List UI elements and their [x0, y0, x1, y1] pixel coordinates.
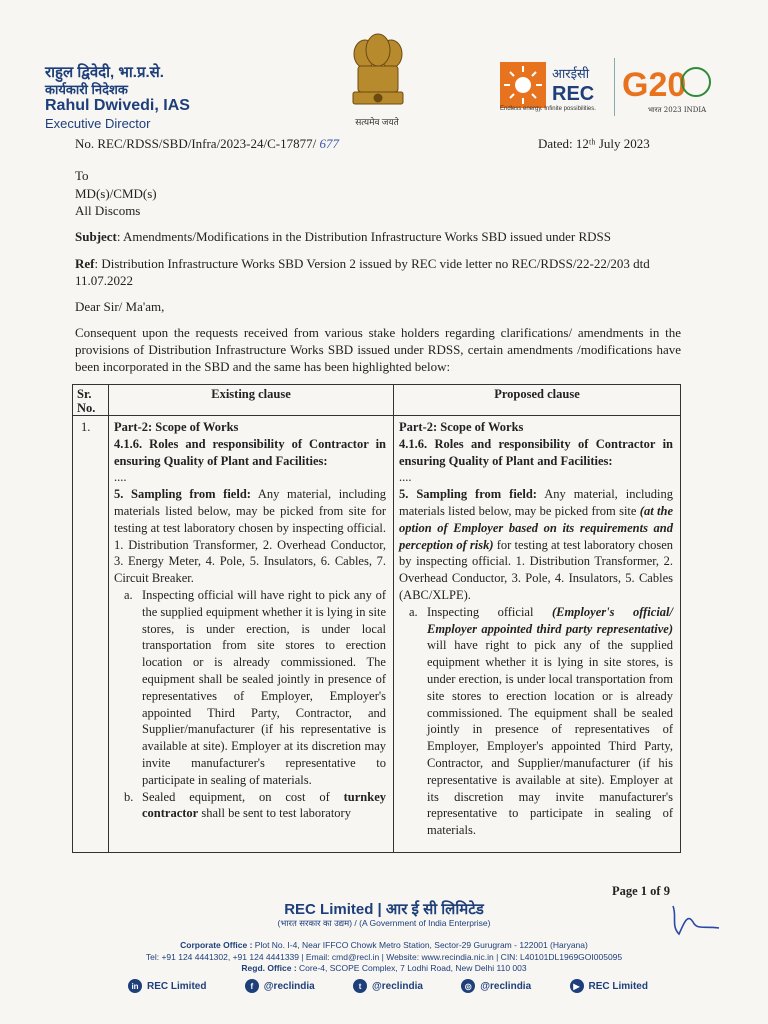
footer-company-name: REC Limited | आर ई सी लिमिटेड	[284, 901, 484, 918]
national-emblem-icon	[343, 26, 413, 126]
header-proposed-clause: Proposed clause	[494, 387, 580, 401]
rec-logo-hindi: आरईसी	[552, 67, 590, 82]
instagram-icon: ◎	[461, 979, 475, 993]
footer-registered-office: Regd. Office : Core-4, SCOPE Complex, 7 Lodhi Road, New Delhi 110 003	[241, 963, 527, 973]
executive-title-hindi: कार्यकारी निदेशक	[45, 82, 128, 97]
page-number: Page 1 of 9	[612, 884, 670, 898]
letter-reference-number: No. REC/RDSS/SBD/Infra/2023-24/C-17877/ 677	[75, 136, 339, 151]
executive-title: Executive Director	[45, 116, 151, 131]
footer-contact: Tel: +91 124 4441302, +91 124 4441339 | Email: cmd@recl.in | Website: www.recindia.nic.in | CIN: L40101DL1969GOI005095	[145, 952, 623, 962]
linkedin-icon: in	[128, 979, 142, 993]
handwritten-number: 677	[319, 136, 339, 151]
subject-line: Subject: Amendments/Modifications in the Distribution Infrastructure Works SBD issued under RDSS	[75, 229, 612, 244]
youtube-icon: ▶	[570, 979, 584, 993]
g20-logo-text: G20	[622, 66, 687, 104]
social-facebook[interactable]: f @reclindia	[245, 979, 315, 993]
social-instagram[interactable]: ◎ @reclindia	[461, 979, 531, 993]
social-links	[128, 979, 648, 993]
social-linkedin[interactable]: in REC Limited	[128, 979, 206, 993]
header-sr-no: Sr. No.	[77, 387, 96, 415]
header-existing-clause: Existing clause	[211, 387, 291, 401]
recipient-line-1: MD(s)/CMD(s)	[75, 186, 157, 201]
existing-clause-cell: Part-2: Scope of Works 4.1.6. Roles and responsibility of Contractor in ensuring Quality of Plant and Facilities: .... 5. Sampling from field: Any material, including materials listed below, may be picked from site for testing at test laboratory chosen by inspecting official. 1. Distribution Transformer, 2. Overhead Conductor, 3. Energy Meter, 4. Pole, 5. Insulators, 6. Cables, 7. Circuit Breaker. a. Inspecting official will have right to pick any of the supplied equipment whether it is lying in site stores, is under erection, is under local transportation from site stores to erection location or is already commissioned. The equipment shall be sealed jointly in presence of representatives of Employer, Employer's appointed Third Party, Contractor, and Supplier/manufacturer (if his representative is available at site). Employer at its discretion may invite manufacturer's representative to participate in sealing of materials. b. Sealed equipment, on cost of turnkey contractor shall be sent to test laboratory	[114, 420, 386, 821]
footer-govt-note: (भारत सरकार का उद्यम) / (A Government of India Enterprise)	[277, 918, 491, 928]
salutation: Dear Sir/ Ma'am,	[75, 299, 165, 314]
executive-name: Rahul Dwivedi, IAS	[45, 97, 190, 114]
proposed-clause-cell: Part-2: Scope of Works 4.1.6. Roles and responsibility of Contractor in ensuring Quality of Plant and Facilities: .... 5. Sampling from field: Any material, including materials listed below, may be picked from site (at the option of Employer based on its requirements and perception of risk) for testing at test laboratory chosen by inspecting official. 1. Distribution Transformer, 2. Overhead Conductor, 3. Pole, 4. Insulators, 5. Cables (ABC/XLPE). a. Inspecting official (Employer's official/ Employer appointed third party representative) will have right to pick any of the supplied equipment whether it is lying in site stores, is under erection, is under local transportation from site stores to erection location or is already commissioned. The equipment shall be sealed jointly in presence of representatives of Employer, Employer's appointed Third Party, Contractor, and Supplier/manufacturer (if his representative is available at site). Employer at its discretion may invite manufacturer's representative to participate in sealing of materials.	[399, 420, 673, 838]
logo-divider	[614, 58, 615, 116]
facebook-icon: f	[245, 979, 259, 993]
recipient-line-2: All Discoms	[75, 203, 141, 218]
intro-paragraph: Consequent upon the requests received from various stake holders regarding clarifications/ amendments in the provisions of Distribution Infrastructure Works SBD issued under RDSS, certain amendments /modifications have been incorporated in the SBD and the same has been highlighted below:	[75, 325, 681, 374]
rec-logo-text: REC	[552, 83, 595, 105]
reference-line: Ref: Distribution Infrastructure Works SBD Version 2 issued by REC vide letter no REC/RDSS/22-22/203 dtd 11.07.2022	[75, 256, 650, 288]
clause-table	[72, 384, 681, 853]
g20-logo-sub: भारत 2023 INDIA	[648, 106, 707, 114]
social-twitter[interactable]: t @reclindia	[353, 979, 423, 993]
g20-logo-icon	[620, 60, 720, 116]
footer-corporate-office: Corporate Office : Plot No. I-4, Near IFFCO Chowk Metro Station, Sector-29 Gurugram - 122001 (Haryana)	[180, 940, 588, 950]
emblem-motto: सत्यमेव जयते	[355, 117, 399, 127]
rec-tagline: Endless energy. Infinite possibilities.	[500, 106, 596, 112]
executive-name-hindi: राहुल द्विवेदी, भा.प्र.से.	[45, 64, 164, 81]
to-label: To	[75, 168, 89, 183]
letter-date: Dated: 12ᵗʰ July 2023	[538, 136, 650, 151]
social-youtube[interactable]: ▶ REC Limited	[570, 979, 648, 993]
twitter-icon: t	[353, 979, 367, 993]
row-sr-no: 1.	[81, 420, 91, 434]
